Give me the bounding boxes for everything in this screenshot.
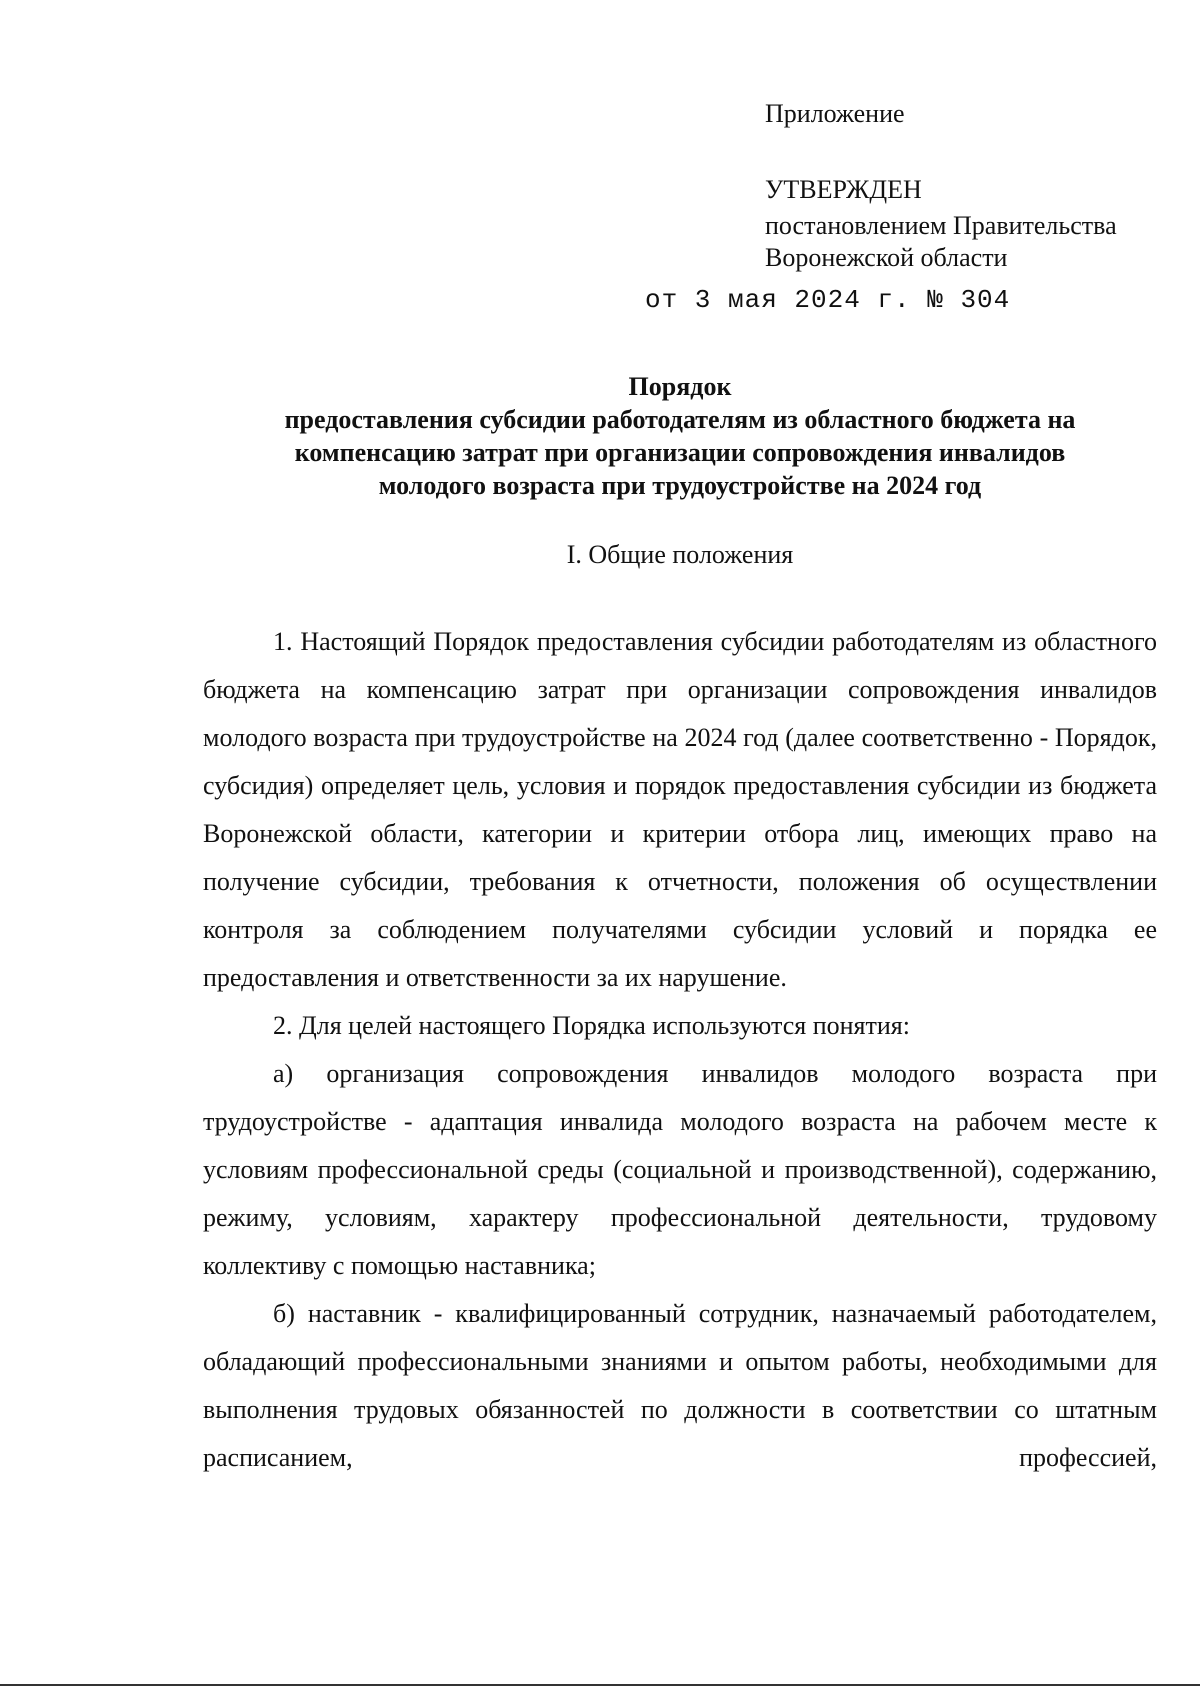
- paragraph-2a: а) организация сопровождения инвалидов молодого возраста при трудоустройстве - адаптация инвалида молодого возраста на рабочем месте к условиям профессиональной среды (социальной и производственной), содержанию, режиму, условиям, характеру профессиональной деятельности, трудовому коллективу с помощью наставника;: [203, 1059, 1157, 1280]
- title-line-2: предоставления субсидии работодателям из областного бюджета на: [284, 405, 1076, 434]
- title-line-4: молодого возраста при трудоустройстве на 2024 год: [378, 471, 982, 500]
- document-title: [200, 370, 1160, 502]
- approved-by-line-2: Воронежской области: [765, 243, 1008, 272]
- approved-label: УТВЕРЖДЕН: [765, 175, 922, 204]
- page-bottom-rule: [0, 1684, 1200, 1686]
- title-line-3: компенсацию затрат при организации сопровождения инвалидов: [294, 438, 1066, 467]
- resolution-date-number: от 3 мая 2024 г. № 304: [645, 285, 1011, 315]
- appendix-label: Приложение: [765, 99, 905, 128]
- section-heading: I. Общие положения: [566, 540, 794, 569]
- approved-by-line-1: постановлением Правительства: [765, 211, 1117, 240]
- title-line-1: Порядок: [628, 372, 732, 401]
- paragraph-2: 2. Для целей настоящего Порядка используются понятия:: [273, 1011, 910, 1040]
- paragraph-1: 1. Настоящий Порядок предоставления субсидии работодателям из областного бюджета на компенсацию затрат при организации сопровождения инвалидов молодого возраста при трудоустройстве на 2024 год (далее соответственно - Порядок, субсидия) определяет цель, условия и порядок предоставления субсидии из бюджета Воронежской области, категории и критерии отбора лиц, имеющих право на получение субсидии, требования к отчетности, положения об осуществлении контроля за соблюдением получателями субсидии условий и порядка ее предоставления и ответственности за их нарушение.: [203, 627, 1157, 992]
- paragraph-2b: б) наставник - квалифицированный сотрудник, назначаемый работодателем, обладающий профессиональными знаниями и опытом работы, необходимыми для выполнения трудовых обязанностей по должности в соответствии со штатным расписанием, профессией,: [203, 1299, 1157, 1472]
- document-body: [203, 618, 1157, 1482]
